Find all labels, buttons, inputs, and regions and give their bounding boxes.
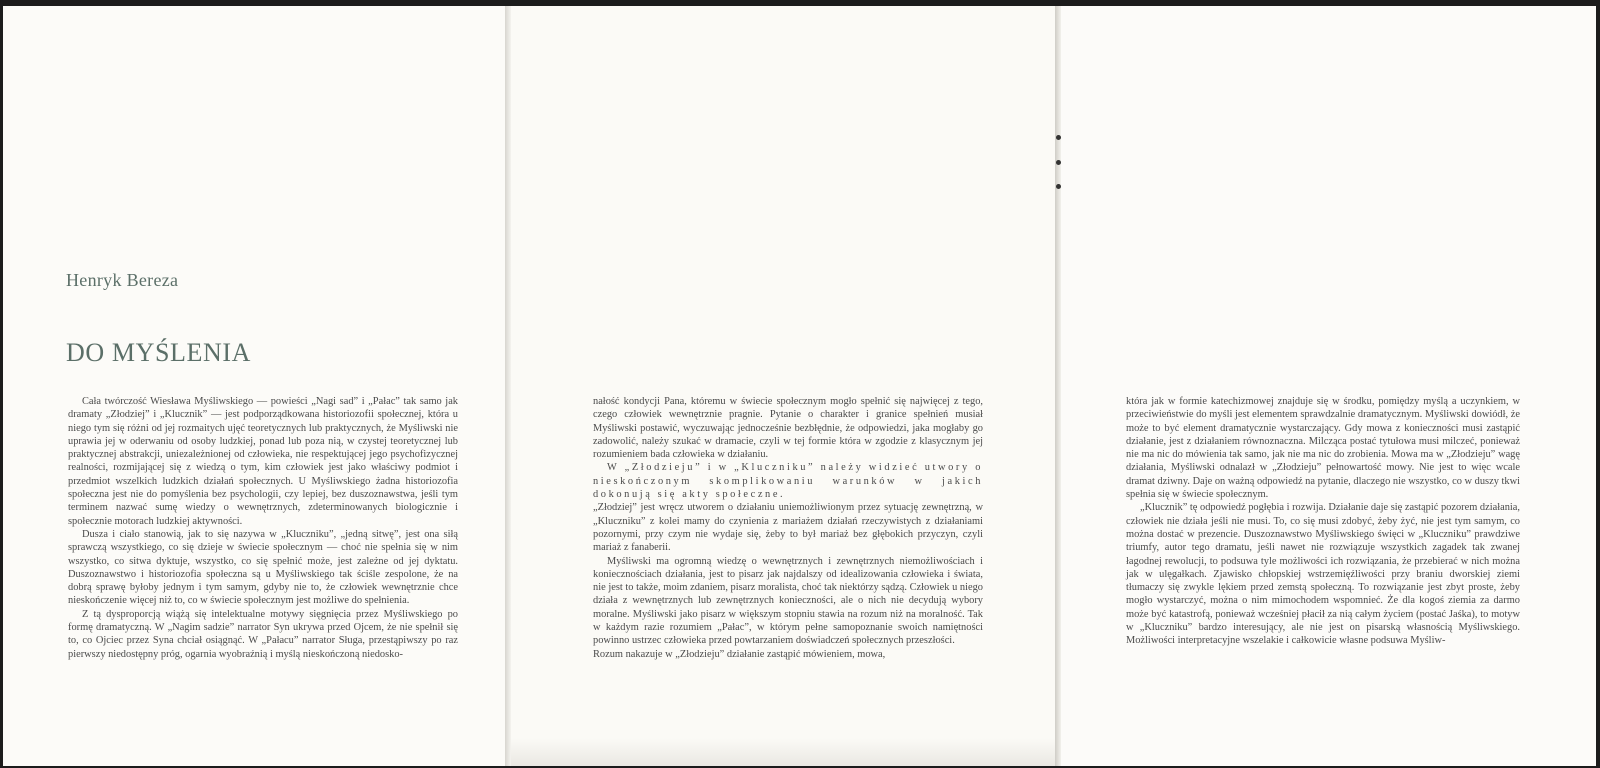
right-page-text (1126, 395, 1520, 648)
paragraph: nałość kondycji Pana, któremu w świecie społecznym mogło spełnić się najwięcej z tego, czego człowiek wewnętrznie pragnie. Pytanie o charakter i granice spełnień musiał Myśliwski postawić, wyczuwając jednocześnie bezbłędnie, że odpowiedzi, jaka mogłaby go zadowolić, należy szukać w dramacie, czyli w tej formie która w zgodzie z klasycznym jej rozumieniem bada człowieka w działaniu. (593, 396, 983, 461)
paragraph: Myśliwski ma ogromną wiedzę o wewnętrznych i zewnętrznych niemożliwościach i koniecznościach działania, jest to pisarz jak najdalszy od idealizowania człowieka i świata, nie jest to także, moim zdaniem, pisarz moralista, choć tak niektórzy sądzą. Człowiek u niego działa z wewnętrznych lub zewnętrznych konieczności, ale o nich nie decydują wybory moralne. Myśliwski jako pisarz w większym stopniu stawia na rozum niż na moralność. Tak w każdym razie rozumiem „Pałac”, w którym pełne samopoznanie swoich namiętności powinno ustrzec człowieka przed powtarzaniem doświadczeń społecznych przeszłości. (593, 555, 983, 647)
left-page-text (68, 395, 458, 661)
staple-hole (1056, 160, 1061, 165)
left-page (3, 6, 508, 766)
paragraph: Rozum nakazuje w „Złodzieju” działanie zastąpić mówieniem, mowa, (593, 648, 886, 660)
essay-title: DO MYŚLENIA (66, 338, 251, 367)
paragraph: „Złodziej” jest wręcz utworem o działaniu uniemożliwionym przez sytuację zewnętrzną, w „Kluczniku” z kolei mamy do czynienia z mariażem działań rzeczywistych z działaniami pozornymi, przy czym nie wydaje się, żeby to był mariaż bez głębokich przyczyn, czyli mariaż z fanaberii. (593, 502, 983, 554)
right-page (1060, 6, 1596, 766)
paragraph: Dusza i ciało stanowią, jak to się nazywa w „Kluczniku”, „jedną sitwę”, jest ona siłą sprawczą wszystkiego, co się dzieje w świecie społecznym — choć nie spełnia się w nim wszystko, co sitwa dyktuje, wszystko, co się spełnić może, jest zależne od jej dyktatu. Duszoznawstwo i historiozofia społeczna są u Myśliwskiego tak ściśle zespolone, że na dobrą sprawę byłoby jednym i tym samym, gdyby nie to, że człowiek wewnętrznie chce nieskończenie więcej niż to, co w świecie społecznym jest możliwe do spełnienia. (68, 528, 458, 607)
author-name: Henryk Bereza (66, 270, 179, 290)
staple-hole (1056, 184, 1061, 189)
middle-page (510, 6, 1058, 766)
staple-hole (1056, 135, 1061, 140)
paragraph: Cała twórczość Wiesława Myśliwskiego — powieści „Nagi sad” i „Pałac” tak samo jak dramaty „Złodziej” i „Klucznik” — jest podporządkowana historiozofii społecznej, która u niego tym się różni od jej rozmaitych ujęć teoretycznych lub praktycznych, że Myśliwski nie uprawia jej w oderwaniu od osoby ludzkiej, ponad lub poza nią, w czystej teoretycznej lub praktycznej abstrakcji, uniezależnionej od człowieka, nie respektującej jego psychofizycznej realności, rozmijającej się z wiedzą o tym, kim człowiek jest jako właściwy podmiot i przedmiot wszelkich ludzkich działań społecznych. U Myśliwskiego żadna historiozofia społeczna jest nie do pomyślenia bez psychologii, czy lepiej, bez duszoznawstwa, jeśli tym terminem nazwać sumę wiedzy o wewnętrznych, zdeterminowanych biologicznie i społecznie motorach ludzkiej aktywności. (68, 396, 458, 527)
page-fold (1055, 6, 1061, 766)
paragraph: która jak w formie katechizmowej znajduje się w środku, pomiędzy myślą a uczynkiem, w przeciwieństwie do myśli jest elementem sprawdzalnie dramatycznym. Myśliwski dowiódł, że może to być element dramatycznie wystarczający. Gdy mowa z konieczności musi zastąpić działanie, jest z działaniem równoznaczna. Milcząca postać tytułowa musi milczeć, ponieważ nie ma nic do mówienia tak samo, jak nie ma nic do zrobienia. Mowa ma w „Złodzieju” wagę działania, Myśliwski odnalazł w „Złodzieju” pełnowartość mowy. Nie jest to więc wcale dramat dziwny. Daje on ważną odpowiedź na pytanie, dlaczego nie wszystko, co w duszy tkwi spełnia się w świecie społecznym. (1126, 396, 1520, 501)
middle-page-text (593, 395, 983, 661)
paragraph: Z tą dysproporcją wiążą się intelektualne motywy sięgnięcia przez Myśliwskiego po formę dramatyczną. W „Nagim sadzie” narrator Syn ukrywa przed Ojcem, że nie spełnił się to, co Ojciec przez Syna chciał osiągnąć. W „Pałacu” narrator Sługa, przestąpiwszy po raz pierwszy niedostępny próg, ogarnia wyobraźnią i myślą nieskończoną niedosko- (68, 608, 458, 660)
paragraph-spaced: W „Złodzieju” i w „Kluczniku” należy widzieć utwory o nieskończonym skomplikowaniu warunków w jakich dokonują się akty społeczne. (593, 462, 983, 501)
page-fold (505, 6, 511, 766)
paragraph: „Klucznik” tę odpowiedź pogłębia i rozwija. Działanie daje się zastąpić pozorem działania, człowiek nie działa jeśli nie musi. To, co się musi zdobyć, żeby żyć, nie jest tym samym, co można dostać w prezencie. Duszoznawstwo Myśliwskiego święci w „Kluczniku” prawdziwe triumfy, autor tego dramatu, jeśli nawet nie rozwiązuje wszystkich zagadek tak zwanej łagodnej rewolucji, to podsuwa tyle możliwości ich rozwiązania, że przebierać w nich można jak w ulęgałkach. Zjawisko chłopskiej wstrzemięźliwości przy braniu dworskiej ziemi tłumaczy się zwykle lękiem przed zemstą społeczną. To rozwiązanie jest zbyt proste, żeby mogło wystarczyć, można o nim mimochodem wspomnieć. Że dla kogoś ziemia za darmo może być katastrofą, ponieważ wcześniej płacił za nią całym życiem (postać Jaśka), to motyw w „Kluczniku” bardzo interesujący, ale nie jest on pisarską własnością Myśliwskiego. Możliwości interpretacyjne wszelakie i całkowicie własne podsuwa Myśliw- (1126, 502, 1520, 647)
